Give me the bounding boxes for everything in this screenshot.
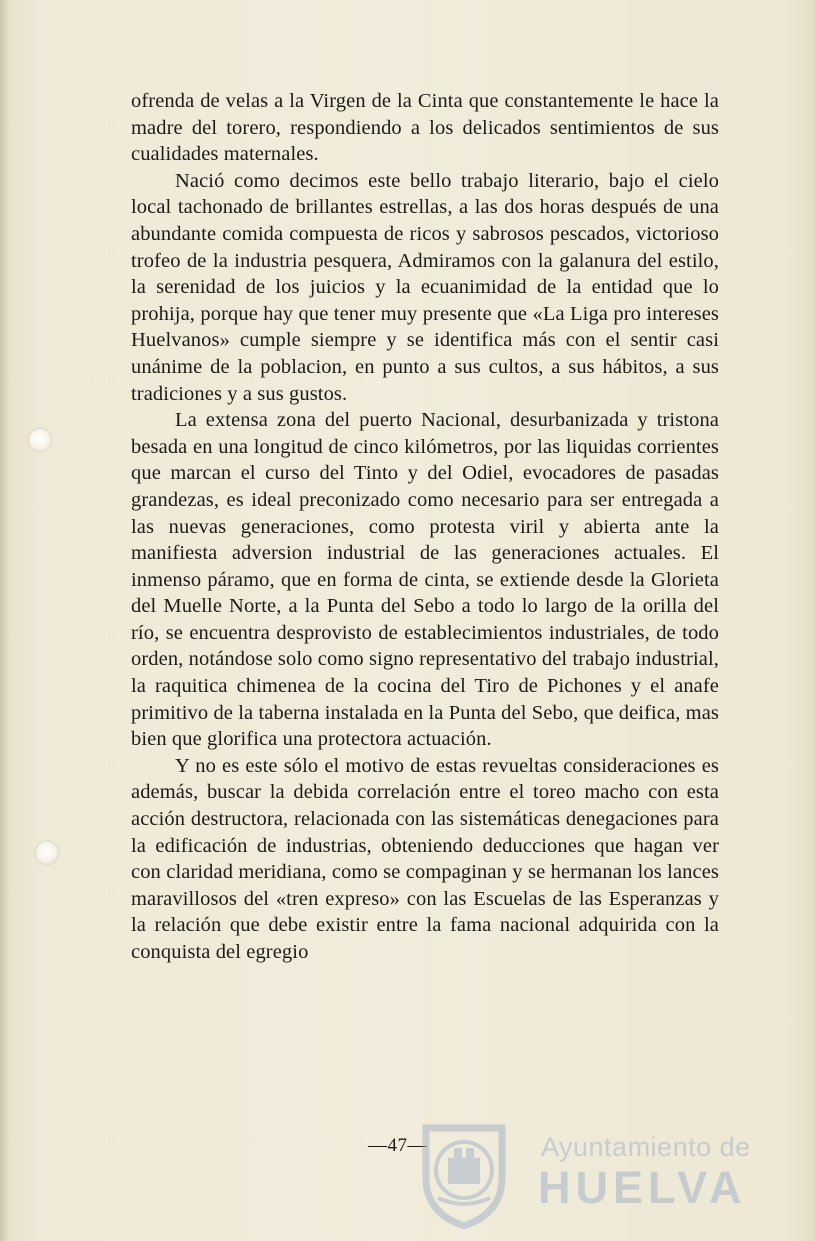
punch-hole-lower bbox=[36, 842, 58, 864]
page-number: —47— bbox=[368, 1135, 427, 1156]
paragraph-continuation: ofrenda de velas a la Virgen de la Cinta que constantemente le hace la madre del torero, respondiendo a los delicados sentimientos de sus cualidades maternales. bbox=[131, 90, 719, 166]
paragraph: La extensa zona del puerto Nacional, desurbanizada y tristona besada en una longitud de cinco kilómetros, por las liquidas corrientes que marcan el curso del Tinto y del Odiel, evocadores de pasadas grandezas, es ideal preconizado como necesario para ser entregada a las nuevas generaciones, como protesta viril y abierta ante la manifiesta adversion industrial de las generaciones actuales. El inmenso páramo, que en forma de cinta, se extiende desde la Glorieta del Muelle Norte, a la Punta del Sebo a todo lo largo de la orilla del río, se encuentra desprovisto de establecimientos industriales, de todo orden, notándose solo como signo representativo del trabajo industrial, la raquitica chimenea de la cocina del Tiro de Pichones y el anafe primitivo de la taberna instalada en la Punta del Sebo, que deifica, mas bien que glorifica una protectora actuación. bbox=[131, 409, 719, 751]
city-seal-icon bbox=[408, 1118, 520, 1230]
watermark-line2: HUELVA bbox=[538, 1162, 747, 1213]
watermark bbox=[408, 1118, 751, 1230]
paragraph: Nació como decimos este bello trabajo literario, bajo el cielo local tachonado de brillantes estrellas, a las dos horas después de una abundante comida compuesta de ricos y sabrosos pescados, victorioso trofeo de la industria pesquera, Admiramos con la galanura del estilo, la serenidad de los juicios y la ecuanimidad de la entidad que lo prohija, porque hay que tener muy presente que «La Liga pro intereses Huelvanos» cumple siempre y se identifica más con el sentir casi unánime de la poblacion, en punto a sus cultos, a sus hábitos, a sus tradiciones y a sus gustos. bbox=[131, 169, 719, 405]
paragraph: Y no es este sólo el motivo de estas revueltas consideraciones es además, buscar la debida correlación entre el toreo macho con esta acción destructora, relacionada con las sistemáticas denegaciones para la edificación de industrias, obteniendo deducciones que hagan ver con claridad meridiana, como se compaginan y se hermanan los lances maravillosos del «tren expreso» con las Escuelas de las Esperanzas y la relación que debe existir entre la fama nacional adquirida con la conquista del egregio bbox=[131, 754, 719, 963]
page-binding-edge bbox=[0, 0, 10, 1241]
punch-hole-upper bbox=[29, 429, 51, 451]
body-text bbox=[131, 88, 719, 966]
watermark-line1: Ayuntamiento de bbox=[541, 1132, 751, 1162]
